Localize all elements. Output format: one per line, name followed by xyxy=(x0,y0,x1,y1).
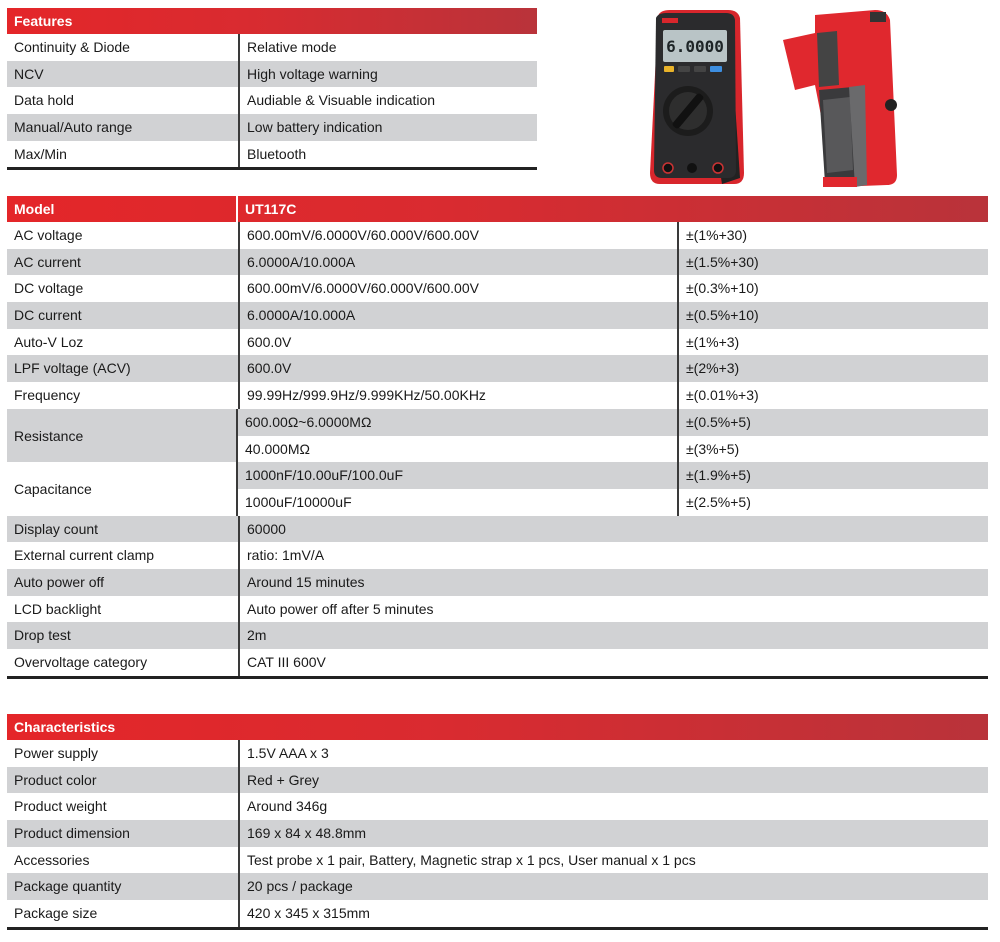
table-row xyxy=(238,489,988,516)
table-row xyxy=(238,409,988,436)
char-value: Red + Grey xyxy=(238,767,988,794)
table-row xyxy=(238,462,988,489)
characteristics-header xyxy=(7,714,988,740)
spec-range: 600.0V xyxy=(238,329,677,356)
spec-accuracy: ±(0.01%+3) xyxy=(677,382,988,409)
table-row xyxy=(7,34,537,61)
table-row xyxy=(7,249,988,276)
spec-label: Frequency xyxy=(14,387,81,404)
spec-accuracy: ±(3%+5) xyxy=(677,436,988,463)
char-label: Accessories xyxy=(14,851,90,868)
features-title: Features xyxy=(14,13,73,29)
feature-cell: Audiable & Visuable indication xyxy=(238,87,537,114)
spec-label: AC current xyxy=(14,253,81,270)
spec-range: 40.000MΩ xyxy=(245,440,310,457)
table-bottom-rule xyxy=(7,167,537,170)
table-row xyxy=(7,141,537,168)
feature-cell: Relative mode xyxy=(238,34,537,61)
spec-accuracy: ±(1%+30) xyxy=(677,222,988,249)
table-row xyxy=(7,649,988,676)
table-row xyxy=(238,436,988,463)
spec-label: AC voltage xyxy=(14,227,83,243)
features-header xyxy=(7,8,537,34)
feature-cell: Low battery indication xyxy=(238,114,537,141)
spec-range: 6.0000A/10.000A xyxy=(238,302,677,329)
spec-range: 1000nF/10.00uF/100.0uF xyxy=(245,467,404,484)
spec-value: 2m xyxy=(238,622,988,649)
multimeter-front-image xyxy=(640,8,750,188)
table-row xyxy=(7,622,988,649)
char-label: Power supply xyxy=(14,745,99,761)
table-row xyxy=(7,740,988,767)
feature-cell: Continuity & Diode xyxy=(14,39,130,55)
spec-accuracy: ±(0.5%+10) xyxy=(677,302,988,329)
table-row xyxy=(7,114,537,141)
char-value: Around 346g xyxy=(238,793,988,820)
lcd-reading: 6.0000 xyxy=(666,37,724,56)
table-row xyxy=(7,596,988,623)
spec-accuracy: ±(1.9%+5) xyxy=(677,462,988,489)
brand-logo xyxy=(662,18,678,23)
capacitance-group xyxy=(7,462,988,515)
spec-range: 600.00mV/6.0000V/60.000V/600.00V xyxy=(238,222,677,249)
table-bottom-rule xyxy=(7,676,988,679)
spec-range: 1000uF/10000uF xyxy=(245,493,352,510)
table-row xyxy=(7,820,988,847)
table-row xyxy=(7,516,988,543)
spec-value: CAT III 600V xyxy=(238,649,988,676)
spec-value: Auto power off after 5 minutes xyxy=(238,596,988,623)
characteristics-table xyxy=(7,714,988,930)
char-label: Product weight xyxy=(14,798,107,815)
spec-accuracy: ±(0.3%+10) xyxy=(677,275,988,302)
table-row xyxy=(7,275,988,302)
model-label: Model xyxy=(7,196,238,222)
spec-accuracy: ±(1.5%+30) xyxy=(677,249,988,276)
table-row xyxy=(7,900,988,927)
spec-range: 600.00mV/6.0000V/60.000V/600.00V xyxy=(238,275,677,302)
spec-range: 99.99Hz/999.9Hz/9.999KHz/50.00KHz xyxy=(238,382,677,409)
table-row xyxy=(7,793,988,820)
spec-label: External current clamp xyxy=(14,547,155,564)
table-row xyxy=(7,355,988,382)
spec-label: Resistance xyxy=(7,409,236,462)
spec-label: DC voltage xyxy=(14,280,84,297)
table-bottom-rule xyxy=(7,927,988,930)
table-row xyxy=(7,302,988,329)
char-label: Package size xyxy=(14,905,98,922)
table-row xyxy=(7,569,988,596)
char-label: Package quantity xyxy=(14,878,122,895)
spec-label: Auto-V Loz xyxy=(14,333,84,350)
feature-cell: High voltage warning xyxy=(238,61,537,88)
table-row xyxy=(7,767,988,794)
spec-label: Display count xyxy=(14,520,99,537)
feature-cell: Max/Min xyxy=(14,145,67,162)
spec-value: Around 15 minutes xyxy=(238,569,988,596)
spec-label: LPF voltage (ACV) xyxy=(14,360,131,377)
table-row xyxy=(7,382,988,409)
spec-range: 6.0000A/10.000A xyxy=(238,249,677,276)
model-header xyxy=(7,196,988,222)
spec-range: 600.0V xyxy=(238,355,677,382)
char-value: 169 x 84 x 48.8mm xyxy=(238,820,988,847)
char-value: 20 pcs / package xyxy=(238,873,988,900)
feature-cell: Bluetooth xyxy=(238,141,537,168)
multimeter-back-image xyxy=(775,5,900,190)
char-value: 420 x 345 x 315mm xyxy=(238,900,988,927)
resistance-group xyxy=(7,409,988,462)
features-table xyxy=(7,8,537,170)
spec-value: 60000 xyxy=(238,516,988,543)
spec-label: Drop test xyxy=(14,627,71,644)
feature-cell: NCV xyxy=(14,65,44,82)
spec-label: LCD backlight xyxy=(14,600,102,617)
char-label: Product dimension xyxy=(14,825,130,842)
spec-range: 600.00Ω~6.0000MΩ xyxy=(245,413,372,430)
table-row xyxy=(7,87,537,114)
spec-accuracy: ±(2%+3) xyxy=(677,355,988,382)
spec-label: Overvoltage category xyxy=(14,654,148,670)
table-row xyxy=(7,329,988,356)
spec-accuracy: ±(0.5%+5) xyxy=(677,409,988,436)
table-row xyxy=(7,222,988,249)
feature-cell: Manual/Auto range xyxy=(14,119,133,136)
char-value: 1.5V AAA x 3 xyxy=(238,740,988,767)
table-row xyxy=(7,847,988,874)
spec-label: Auto power off xyxy=(14,573,105,590)
table-row xyxy=(7,61,537,88)
char-value: Test probe x 1 pair, Battery, Magnetic strap x 1 pcs, User manual x 1 pcs xyxy=(238,847,988,874)
spec-accuracy: ±(2.5%+5) xyxy=(677,489,988,516)
char-label: Product color xyxy=(14,771,97,788)
characteristics-title: Characteristics xyxy=(14,719,116,735)
spec-value: ratio: 1mV/A xyxy=(238,542,988,569)
spec-label: DC current xyxy=(14,307,82,324)
spec-accuracy: ±(1%+3) xyxy=(677,329,988,356)
table-row xyxy=(7,542,988,569)
model-specs-table xyxy=(7,196,988,679)
table-row xyxy=(7,873,988,900)
model-value: UT117C xyxy=(245,201,297,217)
feature-cell: Data hold xyxy=(14,92,74,109)
spec-label: Capacitance xyxy=(14,480,92,497)
